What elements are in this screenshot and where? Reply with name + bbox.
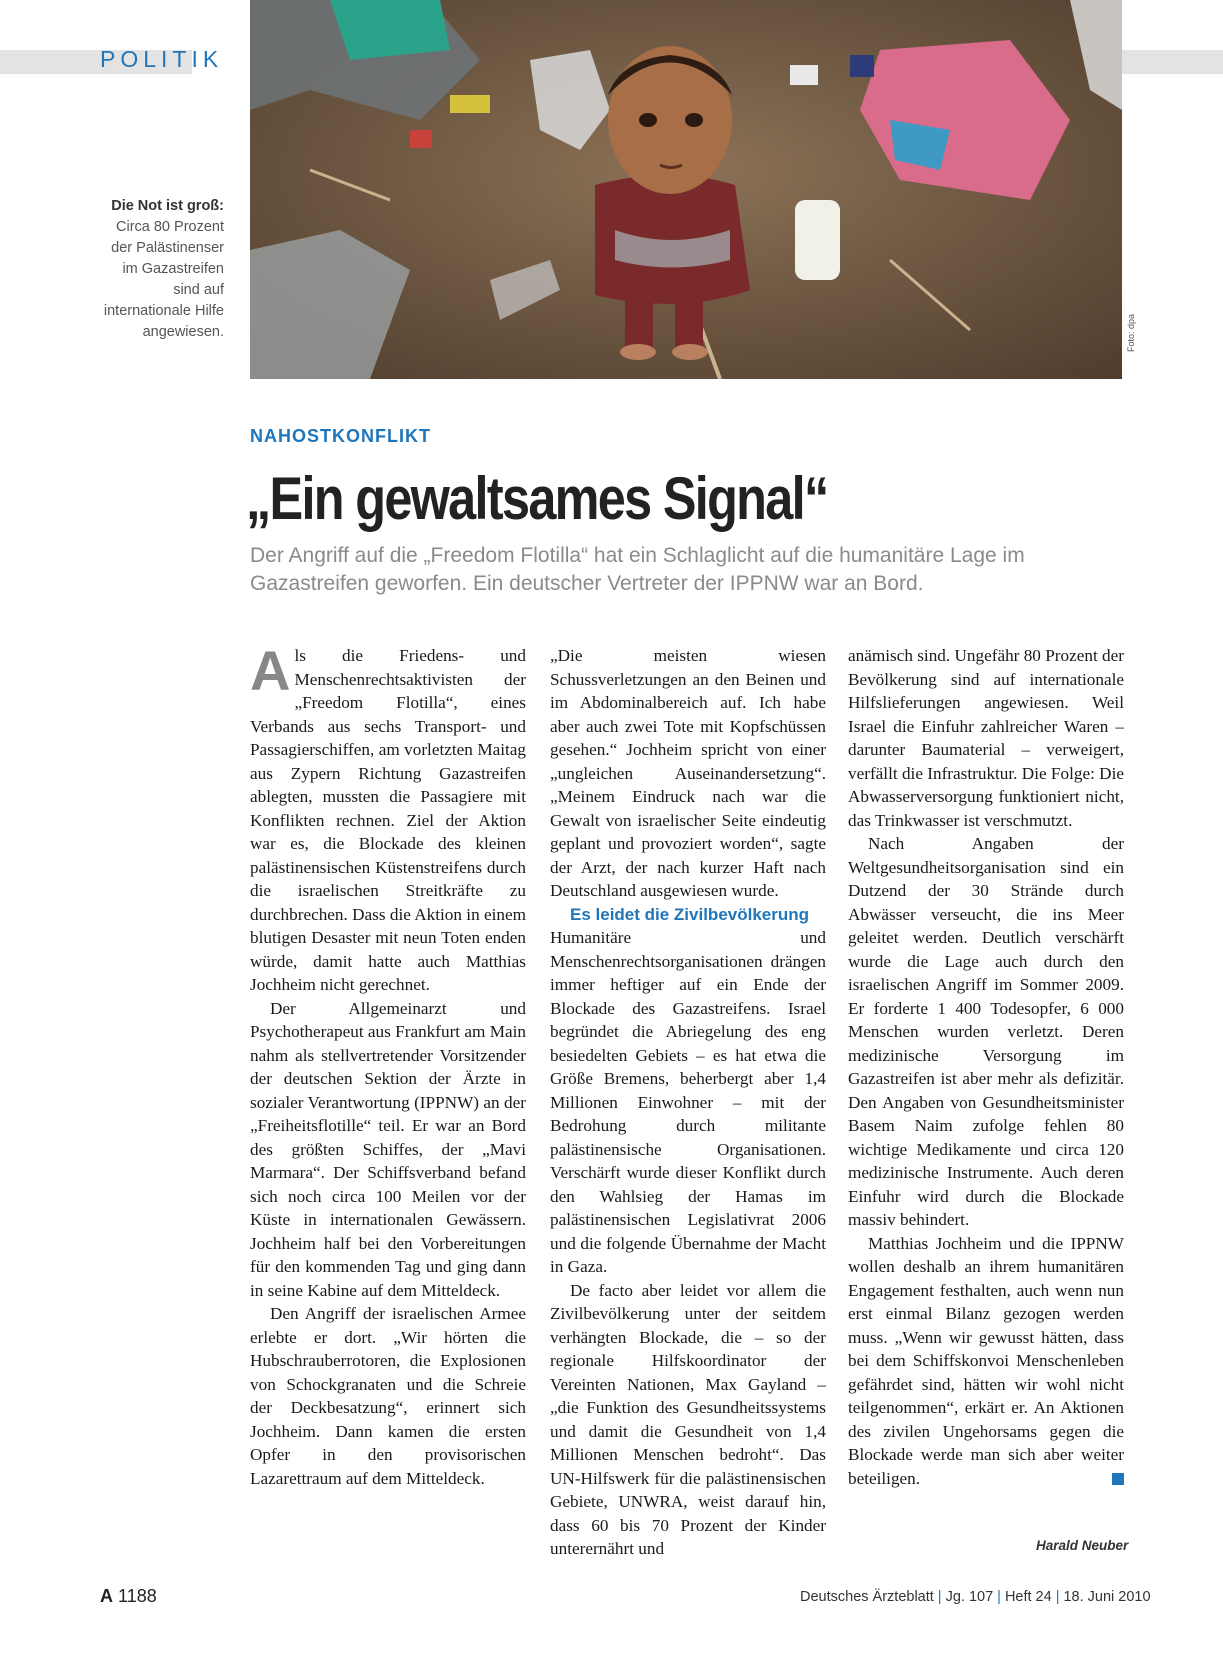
paragraph: anämisch sind. Ungefähr 80 Prozent der Bevölkerung sind auf internationale Hilfslieferungen angewiesen. Weil Israel die Einfuhr zahlreicher Waren – darunter Baumaterial – verweigert, verfällt die Infrastruktur. Die Folge: Die Abwasserversorgung funktioniert nicht, das Trinkwasser ist verschmutzt.	[848, 646, 1124, 830]
footer-publication: Deutsches Ärzteblatt | Jg. 107 | Heft 24 | 18. Juni 2010	[800, 1589, 1151, 1605]
paragraph: Den Angriff der israelischen Armee erlebte er dort. „Wir hörten die Hubschrauberrotoren, die Explosionen von Schockgranaten und die Schreie der Deckbesatzung“, erinnert sich Jochheim. Dann kamen die ersten Opfer in den provisorischen Lazarettraum auf dem Mitteldeck.	[250, 1304, 526, 1488]
end-mark-icon	[1112, 1473, 1124, 1485]
subheading: Es leidet die Zivilbevölkerung	[570, 904, 810, 924]
article-deck: Der Angriff auf die „Freedom Flotilla“ hat ein Schlaglicht auf die humanitäre Lage im Gazastreifen geworfen. Ein deutscher Vertreter der IPPNW war an Bord.	[250, 544, 1025, 595]
caption-lead: Die Not ist groß:	[111, 198, 224, 214]
section-label: POLITIK	[100, 46, 224, 72]
paragraph: Humanitäre und Menschenrechtsorganisationen drängen immer heftiger auf ein Ende der Blockade des Gazastreifens. Israel begründet die Abriegelung des eng besiedelten Gebiets – es hat etwa die Größe Bremens, beherbergt aber 1,4 Millionen Einwohner – mit der Bedrohung durch militante palästinensische Organisationen. Verschärft wurde dieser Konflikt durch den Wahlsieg der Hamas im palästinensischen Legislativrat 2006 und die folgende Übernahme der Macht in Gaza.	[550, 928, 826, 1276]
paragraph: „Die meisten wiesen Schussverletzungen an den Beinen und im Abdominalbereich auf. Ich habe aber auch zwei Tote mit Kopfschüssen gesehen.“ Jochheim spricht von einer „ungleichen Auseinandersetzung“. „Meinem Eindruck nach war die Gewalt von israelischer Seite eindeutig geplant und provoziert worden“, sagte der Arzt, der nach kurzer Haft nach Deutschland ausgewiesen wurde.	[550, 646, 826, 900]
publication-name: Deutsches Ärzteblatt	[800, 1589, 934, 1605]
paragraph: Matthias Jochheim und die IPPNW wollen deshalb an ihrem humanitären Engagement festhalten, auch wenn nun erst einmal Bilanz gezogen werden muss. „Wenn wir gewusst hätten, dass bei dem Schiffskonvoi Menschenleben gefährdet sind, hätten wir wohl nicht teilgenommen“, erkärt er. An Aktionen des zivilen Ungehorsams gegen die Blockade werde man sich aber weiter beteiligen.	[848, 1233, 1124, 1488]
caption-text: Circa 80 Prozent der Palästinenser im Gazastreifen sind auf internationale Hilfe angewiesen.	[103, 219, 224, 340]
paragraph: Nach Angaben der Weltgesundheitsorganisation sind ein Dutzend der 30 Strände durch Abwässer verseucht, die ins Meer geleitet werden. Deutlich verschärft wurde die Lage auch durch den israelischen Angriff im Sommer 2009. Er forderte 1 400 Todesopfer, 6 000 Menschen wurden verletzt. Deren medizinische Versorgung im Gazastreifen ist aber mehr als defizitär. Den Angaben von Gesundheitsminister Basem Naim zufolge fehlen 80 wichtige Medikamente und circa 120 medizinische Instrumente. Auch deren Einfuhr wird durch die Blockade massiv behindert.	[848, 834, 1124, 1229]
article-photo	[250, 0, 1122, 379]
article-column-3	[848, 644, 1124, 1490]
author-byline: Harald Neuber	[1036, 1538, 1129, 1553]
paragraph: De facto aber leidet vor allem die Zivilbevölkerung unter der seitdem verhängten Blockade, die – so der regionale Hilfskoordinator der Vereinten Nationen, Max Gayland – „die Funktion des Gesundheitssystems und damit die Gesundheit von 1,4 Millionen Menschen bedroht“. Das UN-Hilfswerk für die palästinensischen Gebiete, UNWRA, weist darauf hin, dass 60 bis 70 Prozent der Kinder unterernährt und	[550, 1280, 826, 1558]
volume: Jg. 107	[945, 1589, 994, 1605]
article-kicker: NAHOSTKONFLIKT	[250, 426, 431, 446]
section-bar-right	[1122, 50, 1223, 74]
date: 18. Juni 2010	[1063, 1589, 1151, 1605]
article-column-2	[550, 644, 826, 1561]
photo-caption	[96, 196, 224, 343]
photo-illustration	[250, 0, 1122, 379]
photo-credit: Foto: dpa	[1126, 313, 1136, 352]
page-number: A 1188	[100, 1586, 157, 1606]
paragraph: Als die Friedens- und Menschenrechtsaktivisten der „Freedom Flotilla“, eines Verbands aus sechs Transport- und Passagierschiffen, am vorletzten Maitag aus Zypern Richtung Gazastreifen ablegten, mussten die Passagiere mit Konflikten rechnen. Ziel der Aktion war es, die Blockade des kleinen palästinensischen Küstenstreifens durch die israelischen Streitkräfte zu durchbrechen. Dass die Aktion in einem blutigen Desaster mit neun Toten enden würde, damit hatte auch Matthias Jochheim nicht gerechnet.	[250, 639, 526, 994]
paragraph: Der Allgemeinarzt und Psychotherapeut aus Frankfurt am Main nahm als stellvertretender Vorsitzender der deutschen Sektion der Ärzte in sozialer Verantwortung (IPPNW) an der „Freiheitsflotille“ teil. Er war an Bord des größten Schiffes, der „Mavi Marmara“. Der Schiffsverband befand sich noch circa 100 Meilen vor der Küste in internationalen Gewässern. Jochheim half bei den Vorbereitungen für den kommenden Tag und ging dann in seine Kabine auf dem Mitteldeck.	[250, 998, 526, 1300]
dropcap: A	[250, 639, 291, 702]
article-title: „Ein gewaltsames Signal“	[246, 465, 828, 532]
article-column-1	[250, 639, 526, 1490]
issue: Heft 24	[1004, 1589, 1052, 1605]
